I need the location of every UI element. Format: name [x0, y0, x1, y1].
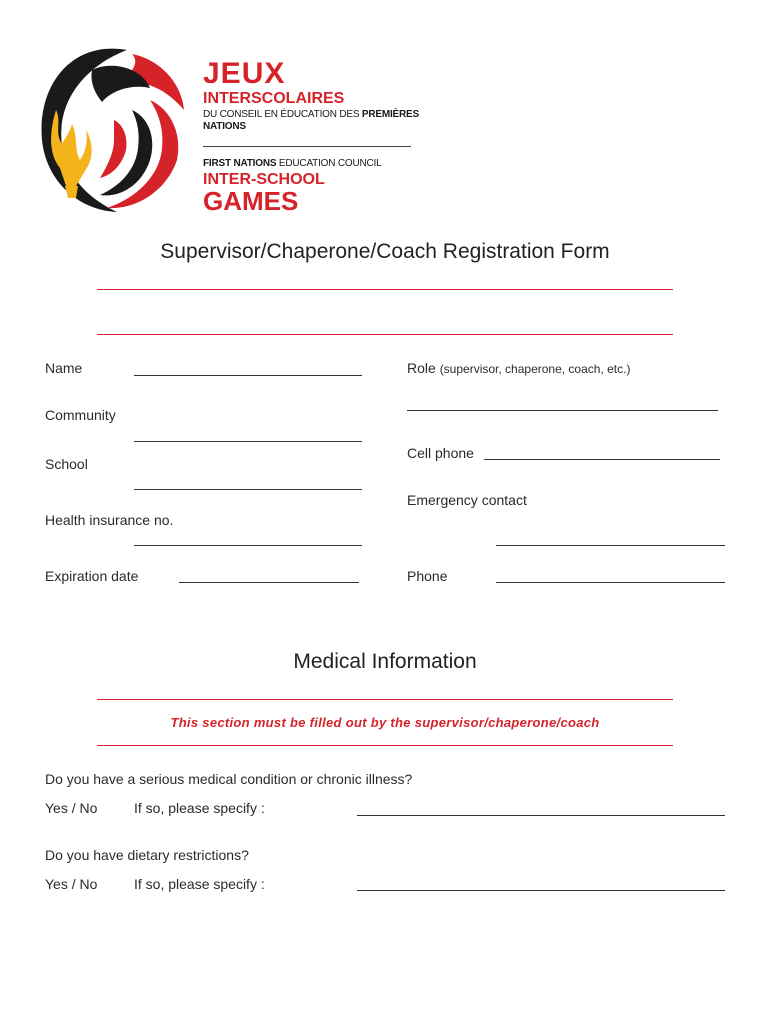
name-label: Name [45, 360, 83, 376]
community-label: Community [45, 407, 116, 423]
expiration-date-label: Expiration date [45, 568, 139, 584]
condition-yes-no[interactable]: Yes / No [45, 800, 98, 816]
school-field[interactable] [134, 489, 362, 490]
phone-field[interactable] [496, 582, 725, 583]
emergency-contact-field[interactable] [496, 545, 725, 546]
logo-divider [203, 146, 411, 147]
condition-specify-label: If so, please specify : [134, 800, 265, 816]
expiration-date-field[interactable] [179, 582, 359, 583]
logo-conseil: DU CONSEIL EN ÉDUCATION DES PREMIÈRES NATIONS [203, 109, 419, 132]
name-field[interactable] [134, 375, 362, 376]
school-label: School [45, 456, 88, 472]
dietary-specify-label: If so, please specify : [134, 876, 265, 892]
medical-divider-bottom [97, 745, 673, 746]
condition-specify-field[interactable] [357, 815, 725, 816]
emergency-contact-label: Emergency contact [407, 492, 527, 508]
title-divider-top [97, 289, 673, 290]
role-field[interactable] [407, 410, 718, 411]
eagle-flame-icon [32, 40, 192, 220]
logo-wordmark [203, 57, 423, 216]
medical-question-dietary: Do you have dietary restrictions? [45, 847, 249, 863]
logo-fnec: FIRST NATIONS EDUCATION COUNCIL [203, 158, 382, 169]
logo-inter-school: INTER-SCHOOL [203, 171, 325, 188]
cell-phone-field[interactable] [484, 459, 720, 460]
form-title: Supervisor/Chaperone/Coach Registration Form [160, 240, 610, 263]
health-insurance-label: Health insurance no. [45, 512, 174, 528]
cell-phone-label: Cell phone [407, 445, 474, 461]
medical-question-condition: Do you have a serious medical condition or chronic illness? [45, 771, 413, 787]
medical-note: This section must be filled out by the supervisor/chaperone/coach [170, 715, 600, 730]
phone-label: Phone [407, 568, 448, 584]
logo-emblem [32, 40, 192, 220]
health-insurance-field[interactable] [134, 545, 362, 546]
logo-interscolaires: INTERSCOLAIRES [203, 90, 345, 107]
role-hint: (supervisor, chaperone, coach, etc.) [439, 362, 631, 376]
dietary-specify-field[interactable] [357, 890, 725, 891]
dietary-yes-no[interactable]: Yes / No [45, 876, 98, 892]
logo-jeux: JEUX [203, 57, 286, 90]
community-field[interactable] [134, 441, 362, 442]
logo-games: GAMES [203, 186, 299, 216]
medical-title: Medical Information [293, 650, 477, 673]
role-label: Role (supervisor, chaperone, coach, etc.) [407, 360, 631, 376]
medical-divider-top [97, 699, 673, 700]
title-divider-bottom [97, 334, 673, 335]
